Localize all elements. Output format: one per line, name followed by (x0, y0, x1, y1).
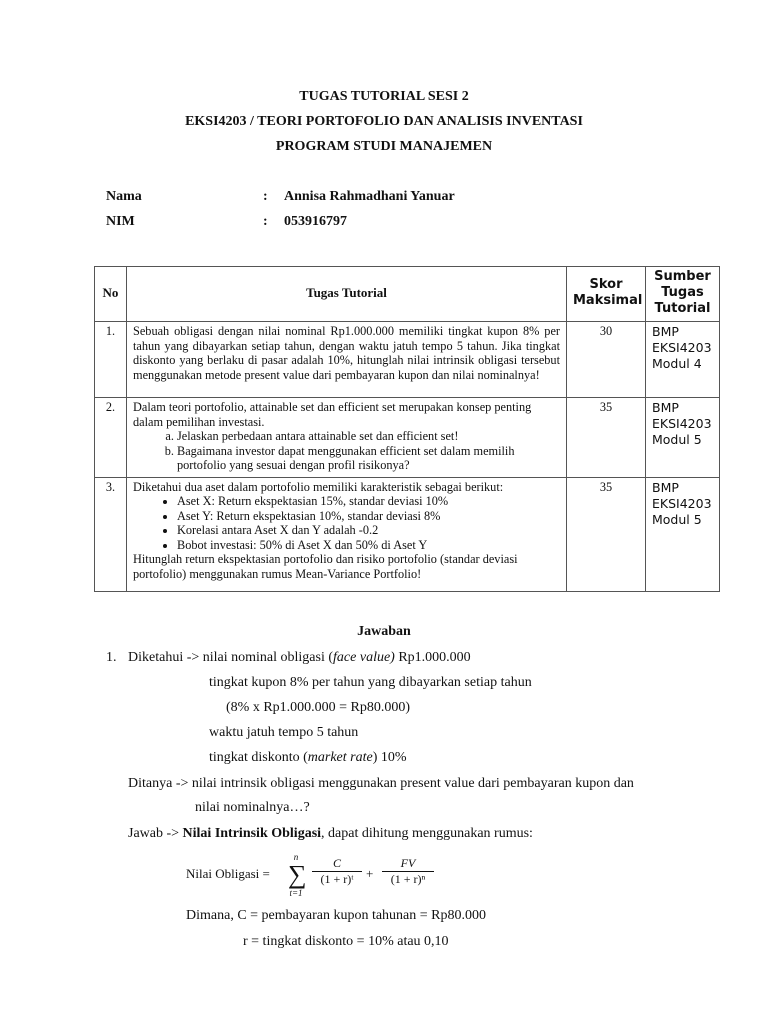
table-row (95, 322, 720, 398)
where-line-1: Dimana, C = pembayaran kupon tahunan = Rp80.000 (186, 908, 487, 923)
doc-title-line-3: PROGRAM STUDI MANAJEMEN (275, 139, 493, 154)
doc-title-line-2: EKSI4203 / TEORI PORTOFOLIO DAN ANALISIS INVENTASI (185, 114, 583, 129)
summation-symbol: n ∑ t=1 (288, 852, 307, 898)
task-table-header (95, 267, 720, 322)
task-text (127, 477, 567, 591)
row-number: 3. (95, 477, 127, 591)
row-source: BMP EKSI4203 Modul 5 (646, 398, 720, 478)
row-score: 30 (567, 322, 646, 398)
face-value-fraction: $\frac{FV}{\text{(1 + r)ⁿ}}$ (382, 856, 434, 887)
table-row (95, 477, 720, 591)
header-no: No (95, 267, 127, 322)
table-row (95, 398, 720, 478)
sub-question-list (133, 429, 560, 473)
header-task: Tugas Tutorial (127, 267, 567, 322)
formula-label: Nilai Obligasi = (186, 866, 270, 881)
row-score: 35 (567, 398, 646, 478)
plus-sign: + (366, 866, 374, 881)
maturity-line: waktu jatuh tempo 5 tahun (209, 725, 359, 740)
discount-line: tingkat diskonto (market rate) 10% (209, 750, 407, 765)
task-text: Sebuah obligasi dengan nilai nominal Rp1.000.000 memiliki tingkat kupon 8% per tahun yang dibayarkan setiap tahun, dengan waktu jatuh tempo 5 tahun. Jika tingkat diskonto yang berlaku di pasar adalah 10%, hitunglah nilai intrinsik obligasi tersebut menggunakan metode present value dari pembayaran kupon dan nilai nominalnya! (127, 322, 567, 398)
list-item: • Bobot investasi: 50% di Aset X dan 50% di Aset Y (177, 538, 560, 553)
coupon-calc-line: (8% x Rp1.000.000 = Rp80.000) (226, 700, 411, 715)
task-intro: Dalam teori portofolio, attainable set dan efficient set merupakan konsep penting dalam pemilihan investasi. (133, 400, 532, 429)
list-item: • Aset X: Return ekspektasian 15%, standar deviasi 10% (177, 494, 560, 509)
task-table (94, 266, 720, 592)
list-item: a. Jelaskan perbedaan antara attainable set dan efficient set! (177, 429, 560, 444)
question-line-cont: nilai nominalnya…? (195, 800, 310, 815)
answer-heading: Jawaban (357, 624, 411, 639)
row-number: 2. (95, 398, 127, 478)
list-item: b. Bagaimana investor dapat menggunakan efficient set dalam memilih portofolio yang sesuai dengan profil risikonya? (177, 444, 560, 473)
row-source: BMP EKSI4203 Modul 5 (646, 477, 720, 591)
name-separator: : (263, 189, 268, 204)
where-line-2: r = tingkat diskonto = 10% atau 0,10 (243, 934, 449, 949)
question-line: Ditanya -> nilai intrinsik obligasi menggunakan present value dari pembayaran kupon dan (128, 776, 634, 791)
nim-value: 053916797 (284, 214, 347, 229)
name-label: Nama (106, 189, 142, 204)
coupon-fraction: $\frac{C}{\text{(1 + r)ᵗ}}$ (312, 856, 362, 887)
answer-intro-line: Jawab -> Nilai Intrinsik Obligasi, dapat dihitung menggunakan rumus: (128, 826, 533, 841)
doc-title-line-1: TUGAS TUTORIAL SESI 2 (299, 89, 469, 104)
list-item: • Aset Y: Return ekspektasian 10%, standar deviasi 8% (177, 509, 560, 524)
answer-number: 1. (106, 650, 117, 665)
row-number: 1. (95, 322, 127, 398)
coupon-line: tingkat kupon 8% per tahun yang dibayarkan setiap tahun (209, 675, 532, 690)
header-source: Sumber Tugas Tutorial (646, 267, 720, 322)
task-intro: Diketahui dua aset dalam portofolio memiliki karakteristik sebagai berikut: (133, 479, 504, 494)
list-item: • Korelasi antara Aset X dan Y adalah -0.2 (177, 523, 560, 538)
name-value: Annisa Rahmadhani Yanuar (284, 189, 455, 204)
nim-label: NIM (106, 214, 135, 229)
bullet-list (133, 494, 560, 552)
task-text (127, 398, 567, 478)
header-score: Skor Maksimal (567, 267, 646, 322)
nim-separator: : (263, 214, 268, 229)
row-source: BMP EKSI4203 Modul 4 (646, 322, 720, 398)
known-line: Diketahui -> nilai nominal obligasi (face value) Rp1.000.000 (128, 650, 471, 665)
row-score: 35 (567, 477, 646, 591)
task-question: Hitunglah return ekspektasian portofolio dan risiko portofolio (standar deviasi portofolio) menggunakan rumus Mean-Variance Portfolio! (133, 552, 518, 581)
